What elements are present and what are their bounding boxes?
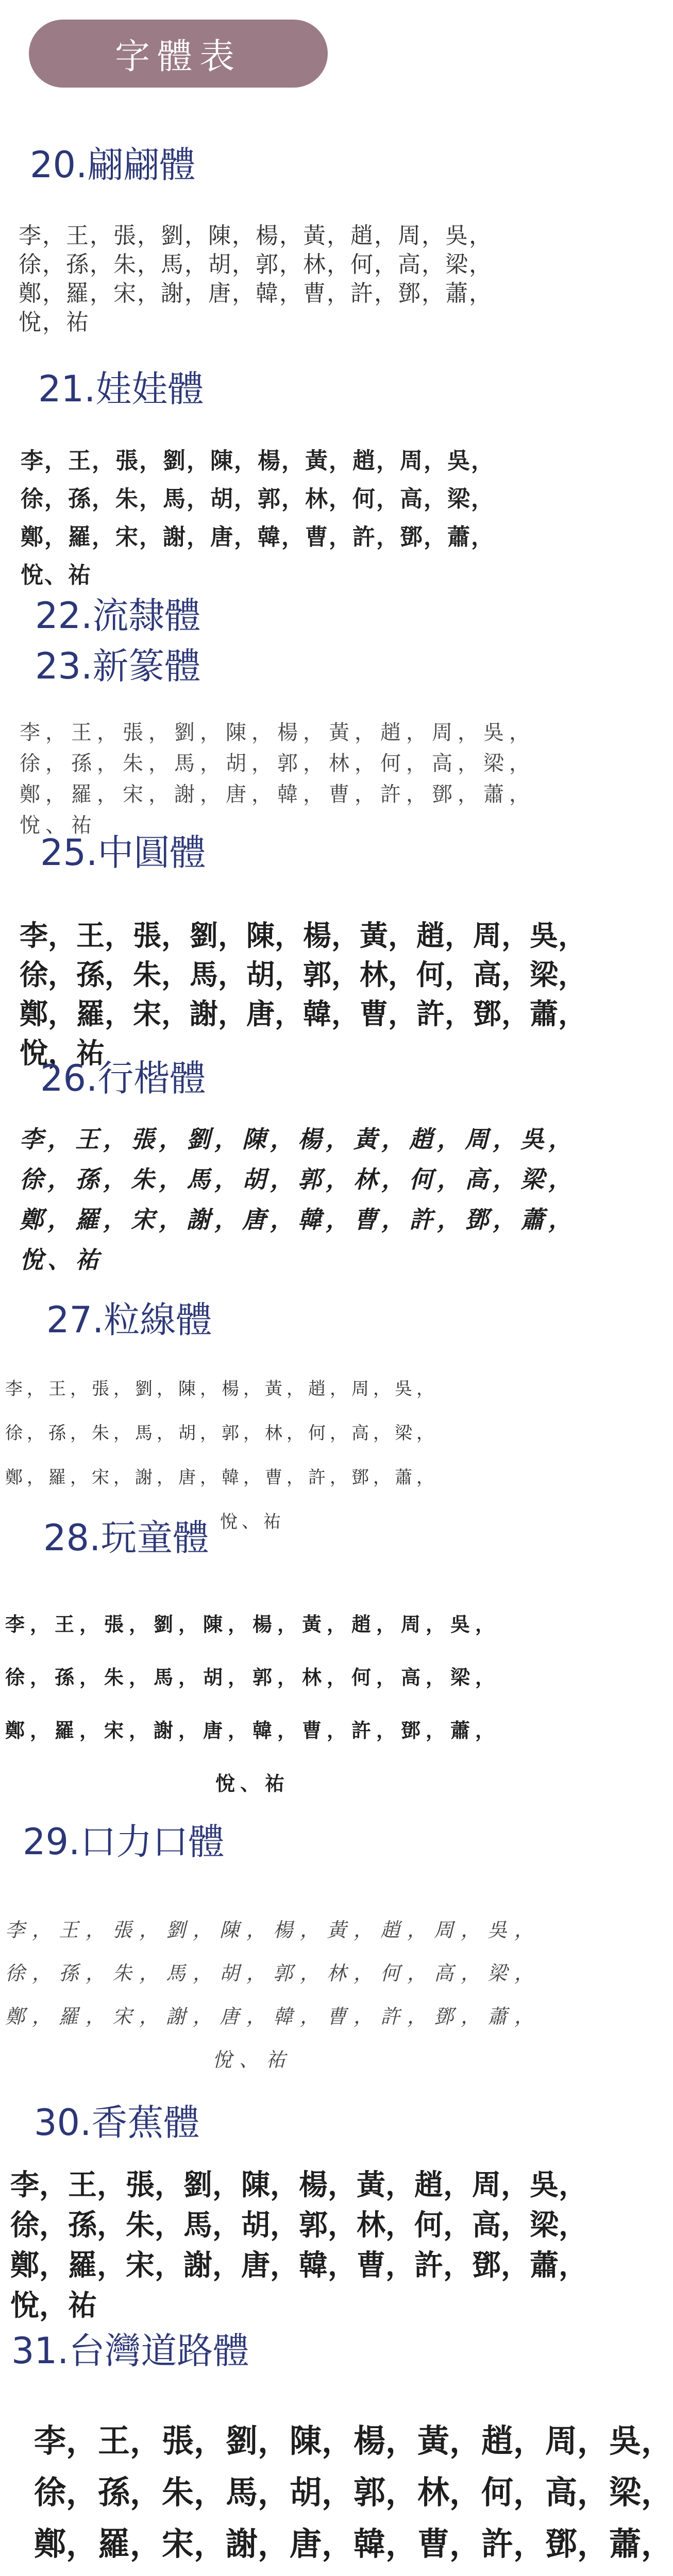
sample-line: [34, 2570, 549, 2576]
sample-line: 鄭，羅，宋，謝，唐，韓，曹，許，鄧，蕭，: [5, 2006, 542, 2028]
font-heading-30: 30.香蕉體: [34, 2102, 200, 2144]
sample-line: 徐，孫，朱，馬，胡，郭，林，何，高，梁，: [5, 1668, 500, 1690]
sample-line: 徐，孫，朱，馬，胡，郭，林，何，高，梁，: [34, 2473, 673, 2511]
sample-line: 鄭，羅，宋，謝，唐，韓，曹，許，鄧，蕭，: [20, 783, 535, 806]
sample-line: 李，王，張，劉，陳，楊，黃，趙，周，吳，: [20, 1125, 576, 1153]
font-heading-31: 31.台灣道路體: [11, 2330, 249, 2372]
sample-line: 李，王，張，劉，陳，楊，黃，趙，周，吳，: [19, 223, 493, 249]
sample-line: 李，王，張，劉，陳，楊，黃，趙，周，吳，: [5, 1920, 542, 1941]
font-heading-23: 23.新篆體: [35, 645, 201, 687]
sample-line: 鄭，羅，宋，謝，唐，韓，曹，許，鄧，蕭，: [20, 997, 587, 1030]
font-heading-22: 22.流隸體: [35, 595, 201, 637]
sample-line: 悅、祐: [220, 1512, 285, 1532]
sample-line: 李，王，張，劉，陳，楊，黃，趙，周，吳，: [21, 448, 495, 474]
sample-line: 李，王，張，劉，陳，楊，黃，趙，周，吳，: [10, 2168, 587, 2202]
sample-line: 徐，孫，朱，馬，胡，郭，林，何，高，梁，: [20, 958, 587, 991]
font-sample-26: [20, 1119, 576, 1280]
font-sample-21: [21, 442, 536, 595]
font-sample-30: [10, 2165, 587, 2326]
sample-line: 徐，孫，朱，馬，胡，郭，林，何，高，梁，: [20, 752, 535, 775]
sample-line: 鄭，羅，宋，謝，唐，韓，曹，許，鄧，蕭，: [21, 524, 495, 550]
sample-line: 李，王，張，劉，陳，楊，黃，趙，周，吳，: [5, 1615, 500, 1637]
sample-line: 徐，孫，朱，馬，胡，郭，林，何，高，梁，: [5, 1963, 542, 1985]
sample-line: 鄭，羅，宋，謝，唐，韓，曹，許，鄧，蕭，: [19, 280, 493, 307]
font-sample-20: [19, 222, 534, 337]
sample-line: 悅、祐: [215, 1774, 290, 1797]
title-badge: [29, 20, 328, 88]
sample-line: 悅、祐: [20, 814, 97, 837]
sample-line: 悅，祐: [19, 309, 90, 335]
font-heading-26: 26.行楷體: [40, 1057, 206, 1099]
sample-line: 鄭，羅，宋，謝，唐，韓，曹，許，鄧，蕭，: [20, 1206, 576, 1233]
sample-line: 徐，孫，朱，馬，胡，郭，林，何，高，梁，: [20, 1165, 576, 1193]
font-sample-31: [34, 2415, 673, 2576]
sample-line: 悅、祐: [212, 2049, 293, 2071]
sample-line: 鄭，羅，宋，謝，唐，韓，曹，許，鄧，蕭，: [34, 2525, 673, 2563]
sample-line: 李，王，張，劉，陳，楊，黃，趙，周，吳，: [20, 919, 587, 952]
sample-line: 鄭，羅，宋，謝，唐，韓，曹，許，鄧，蕭，: [5, 1721, 500, 1743]
font-sample-25: [20, 916, 587, 1073]
sample-line: 徐，孫，朱，馬，胡，郭，林，何，高，梁，: [19, 251, 493, 278]
title-badge-label: 字體表: [114, 36, 242, 77]
font-heading-25: 25.中圓體: [40, 832, 206, 874]
font-sample-23: [20, 717, 535, 841]
sample-line: 徐，孫，朱，馬，胡，郭，林，何，高，梁，: [21, 486, 495, 512]
sample-line: 悅，祐: [20, 1037, 105, 1070]
font-sample-28: [5, 1600, 520, 1812]
sample-line: 鄭，羅，宋，謝，唐，韓，曹，許，鄧，蕭，: [10, 2249, 587, 2282]
font-heading-20: 20.翩翩體: [30, 144, 196, 186]
font-heading-27: 27.粒線體: [46, 1299, 212, 1341]
font-heading-28: 28.玩童體: [43, 1517, 209, 1559]
sample-line: 悅，祐: [10, 2289, 97, 2323]
sample-line: 李，王，張，劉，陳，楊，黃，趙，周，吳，: [5, 1379, 438, 1399]
sample-line: 李，王，張，劉，陳，楊，黃，趙，周，吳，: [20, 721, 535, 744]
sample-line: 徐，孫，朱，馬，胡，郭，林，何，高，梁，: [10, 2209, 587, 2242]
font-heading-21: 21.娃娃體: [38, 368, 204, 410]
font-heading-29: 29.口力口體: [23, 1821, 225, 1863]
sample-line: 悅、祐: [21, 562, 92, 588]
sample-line: 徐，孫，朱，馬，胡，郭，林，何，高，梁，: [5, 1423, 438, 1444]
sample-line: 鄭，羅，宋，謝，唐，韓，曹，許，鄧，蕭，: [5, 1467, 438, 1488]
sample-line: 李，王，張，劉，陳，楊，黃，趙，周，吳，: [34, 2422, 673, 2460]
sample-line: 悅、祐: [20, 1246, 103, 1274]
font-sample-29: [5, 1909, 542, 2082]
